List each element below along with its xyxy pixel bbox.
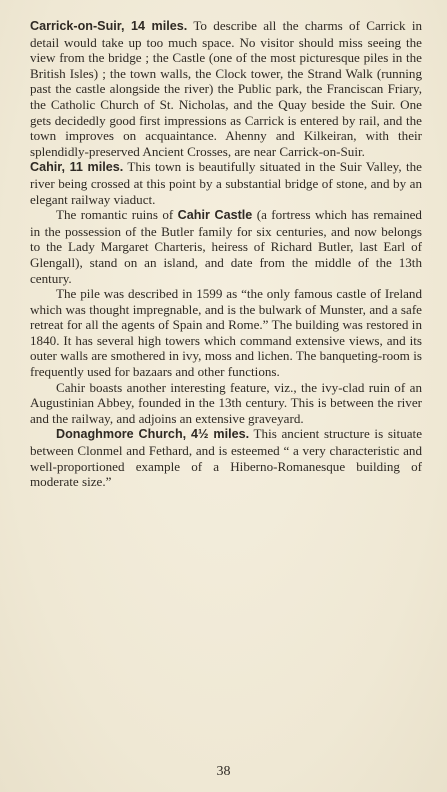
- paragraph-text: Cahir boasts another interesting feature, viz., the ivy-clad ruin of an Augustinian Abbey, founded in the 13th century. This is between the river and the railway, and adjoins an extensive graveyard.: [30, 379, 422, 426]
- page-body: [30, 18, 422, 490]
- paragraph-cahir-castle: [30, 207, 422, 286]
- paragraph-text: (a fortress which has remained in the possession of the Butler family for six centuries, and now belongs to the Lady Margaret Charteris, heiress of Richard Butler, last Earl of Glengall), stand on an island, and date from the middle of the 13th century.: [30, 207, 422, 286]
- paragraph-cahir: [30, 159, 422, 207]
- paragraph-text: This town is beautifully situated in the Suir Valley, the river being crossed at this point by a substantial bridge of stone, and by an elegant railway viaduct.: [30, 159, 422, 207]
- paragraph-text: This ancient structure is situate between Clonmel and Fethard, and is esteemed “ a very characteristic and well-proportioned example of a Hiberno-Romanesque building of moderate size.”: [30, 426, 423, 490]
- paragraph-text: The pile was described in 1599 as “the only famous castle of Ireland which was thought impregnable, and is the bulwark of Munster, and a safe retreat for all the agents of Spain and Rome.” The building was restored in 1840. It has several high towers which command extensive views, and its outer walls are smothered in ivy, moss and lichen. The banqueting-room is frequently used for bazaars and other functions.: [30, 286, 422, 380]
- paragraph-augustinian-abbey: [30, 380, 422, 427]
- paragraph-text: To describe all the charms of Carrick in detail would take up too much space. No visitor should miss seeing the view from the bridge ; the Castle (one of the most picturesque piles in the British Isles) ; the town walls, the Clock tower, the Strand Walk (running past the castle alongside the river) the Public park, the Franciscan Friary, the Catholic Church of St. Nicholas, and the Quay beside the Suir. One gets decidedly good first impressions as Carrick is entered by rail, and the town improves on acquaintance. Ahenny and Kilkeiran, with their splendidly-preserved Ancient Crosses, are near Carrick-on-Suir.: [30, 18, 423, 159]
- heading-donaghmore-church: Donaghmore Church, 4½ miles.: [56, 427, 250, 442]
- paragraph-donaghmore: [30, 426, 422, 489]
- heading-carrick-on-suir: Carrick-on-Suir, 14 miles.: [30, 19, 188, 33]
- emphasis-cahir-castle: Cahir Castle: [177, 208, 253, 223]
- paragraph-lead: The romantic ruins of: [56, 207, 178, 223]
- heading-cahir: Cahir, 11 miles.: [30, 160, 124, 175]
- paragraph-pile-description: [30, 286, 422, 380]
- paragraph-carrick: [30, 18, 422, 159]
- page-number: 38: [216, 764, 231, 779]
